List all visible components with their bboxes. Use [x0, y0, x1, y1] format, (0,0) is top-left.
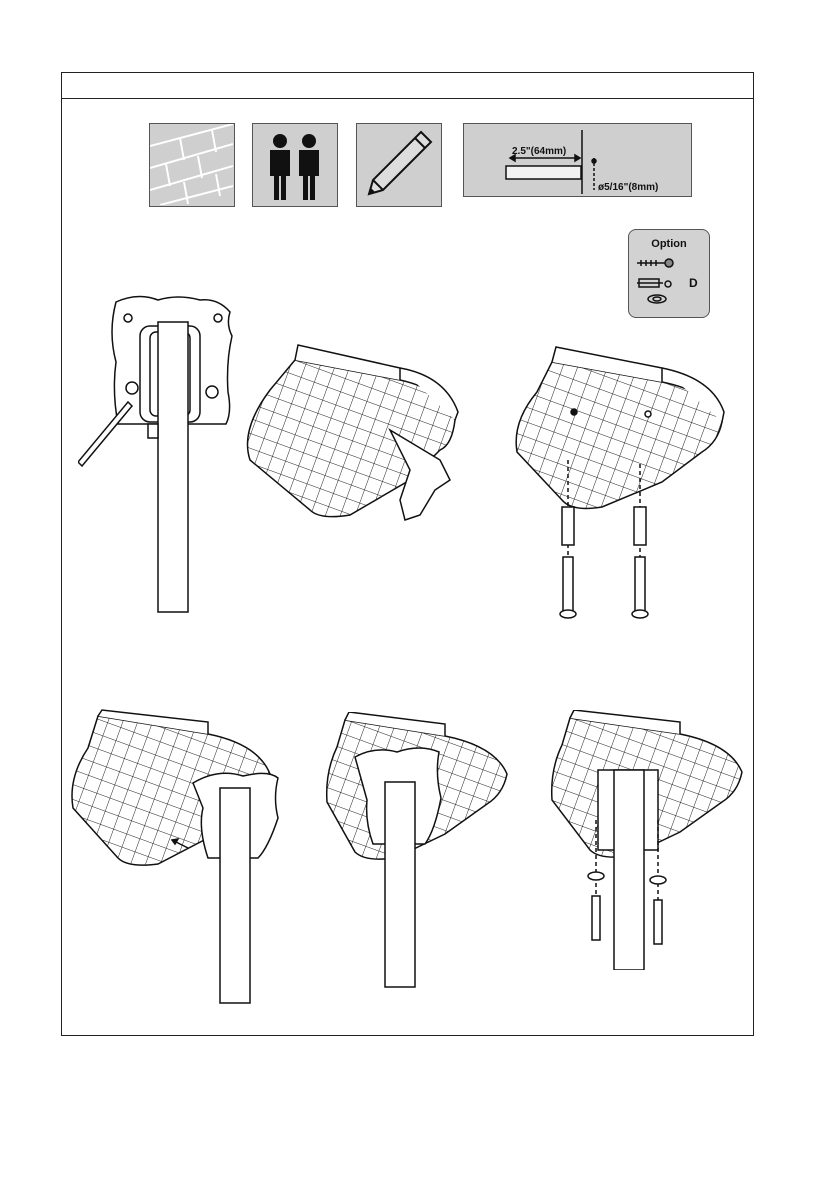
- step-5-illustration: [325, 712, 515, 992]
- lag-bolt-icon: [635, 255, 679, 305]
- option-part-label: D: [689, 276, 698, 290]
- option-title: Option: [651, 238, 687, 250]
- step-6-illustration: [550, 710, 750, 970]
- step-2-illustration: [240, 340, 465, 530]
- step-4-illustration: [68, 708, 288, 1008]
- drill-depth-label: 2.5"(64mm): [512, 146, 567, 157]
- frame-header-bar: [62, 73, 753, 99]
- step-3-illustration: [512, 342, 732, 622]
- step-1-illustration: [78, 292, 248, 617]
- two-people-icon: [252, 123, 338, 207]
- brick-wall-icon: [149, 123, 235, 207]
- pencil-icon: [356, 123, 442, 207]
- drill-diameter-label: ø5/16"(8mm): [598, 182, 659, 193]
- drill-hole-icon: [463, 123, 692, 197]
- option-box: [628, 229, 710, 318]
